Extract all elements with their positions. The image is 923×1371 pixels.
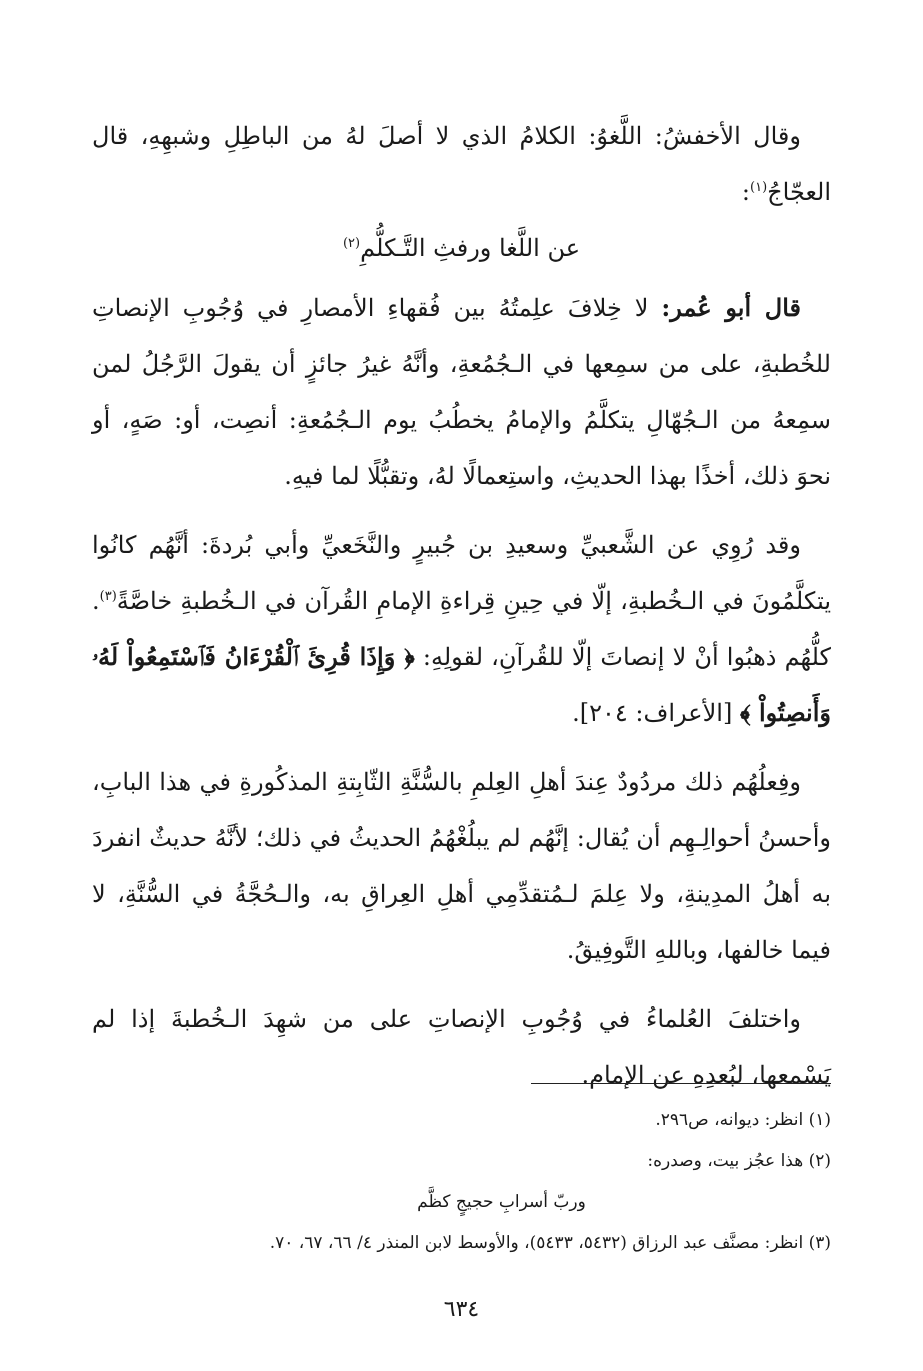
paragraph-3 (92, 517, 831, 741)
paragraph-4 (92, 754, 831, 978)
paragraph-1-colon: : (741, 178, 750, 206)
footnote-1: (١) انظر: ديوانه، ص٢٩٦. (655, 1110, 831, 1130)
footnote-2: (٢) هذا عجُز بيت، وصدره: (647, 1151, 831, 1171)
quran-reference: [الأعراف: ٢٠٤]. (572, 699, 733, 727)
paragraph-4-text: وفِعلُهُم ذلك مردُودٌ عِندَ أهلِ العِلمِ بالسُّنَّةِ الثّابِتةِ المذكُورةِ في هذا البابِ، وأحسنُ أحوالِـهِم أن يُقال: إنَّهُم لم يبلُغْهُمُ الحديثُ في ذلك؛ لأنَّهُ حديثٌ انفردَ به أهلُ المدِينةِ، ولا عِلمَ لـمُتقدِّمِي أهلِ العِراقِ به، والـحُجَّةُ في السُّنَّةِ، لا فيما خالفها، وباللهِ التَّوفِيقُ. (92, 768, 831, 964)
footnote-3: (٣) انظر: مصنَّف عبد الرزاق (٥٤٣٢، ٥٤٣٣)، والأوسط لابن المنذر ٤/ ٦٦، ٦٧، ٧٠. (269, 1233, 831, 1253)
paragraph-2-lead: قال أبو عُمر: (661, 293, 801, 322)
paragraph-5 (92, 991, 831, 1103)
footnotes (92, 1100, 831, 1264)
footnote-divider (531, 1083, 831, 1084)
paragraph-2 (92, 280, 831, 504)
quran-quote: ﴿ وَإِذَا قُرِئَ ٱلْقُرْءَانُ فَٱسْتَمِعُواْ لَهُۥ وَأَنصِتُواْ ﴾ (92, 642, 831, 727)
footnote-marker-3: (٣) (99, 589, 117, 604)
paragraph-3-text: وقد رُوِي عن الشَّعبيِّ وسعيدِ بن جُبيرٍ والنَّخَعيِّ وأبي بُردةَ: أنَّهُم كانُوا يتكلَّمُونَ في الـخُطبةِ، إلّا في حِينِ قِراءةِ الإمامِ القُرآن في الـخُطبةِ خاصَّةً (92, 531, 832, 615)
footnote-2-verse: وربّ أسرابِ حجيجٍ كظَّم (417, 1192, 586, 1212)
paragraph-3-text-2: . كلُّهُم ذهبُوا أنْ لا إنصاتَ إلّا للقُرآنِ، لقولِهِ: (92, 587, 831, 671)
footnote-marker-2: (٢) (342, 236, 361, 251)
paragraph-1 (92, 108, 831, 220)
footnote-marker-1: (١) (750, 180, 768, 195)
paragraph-1-text: وقال الأخفشُ: اللَّغوُ: الكلامُ الذي لا أصلَ لهُ من الباطِلِ وشبهِهِ، قال العجّاجُ (92, 122, 831, 206)
poetry-verse (92, 220, 831, 276)
paragraph-2-text: لا خِلافَ علِمتُهُ بين فُقهاءِ الأمصارِ في وُجُوبِ الإنصاتِ للخُطبةِ، على من سمِعها في الـجُمُعةِ، وأنَّهُ غيرُ جائزٍ أن يقولَ الرَّجُلُ لمن سمِعهُ من الـجُهّالِ يتكلَّمُ والإمامُ يخطُبُ يوم الـجُمُعةِ: أنصِت، أو: صَهٍ، أو نحوَ ذلك، أخذًا بهذا الحديثِ، واستِعمالًا لهُ، وتقبُّلًا لما فيهِ. (92, 294, 831, 490)
poetry-verse-text: عن اللَّغا ورفثِ التَّـكلُّمِ (360, 234, 581, 262)
paragraph-5-text: واختلفَ العُلماءُ في وُجُوبِ الإنصاتِ على من شهِدَ الـخُطبةَ إذا لم يَسْمعها، لبُعدِهِ عن الإمام. (92, 1005, 831, 1089)
main-text (92, 108, 831, 1103)
page-number: ٦٣٤ (443, 1297, 480, 1322)
